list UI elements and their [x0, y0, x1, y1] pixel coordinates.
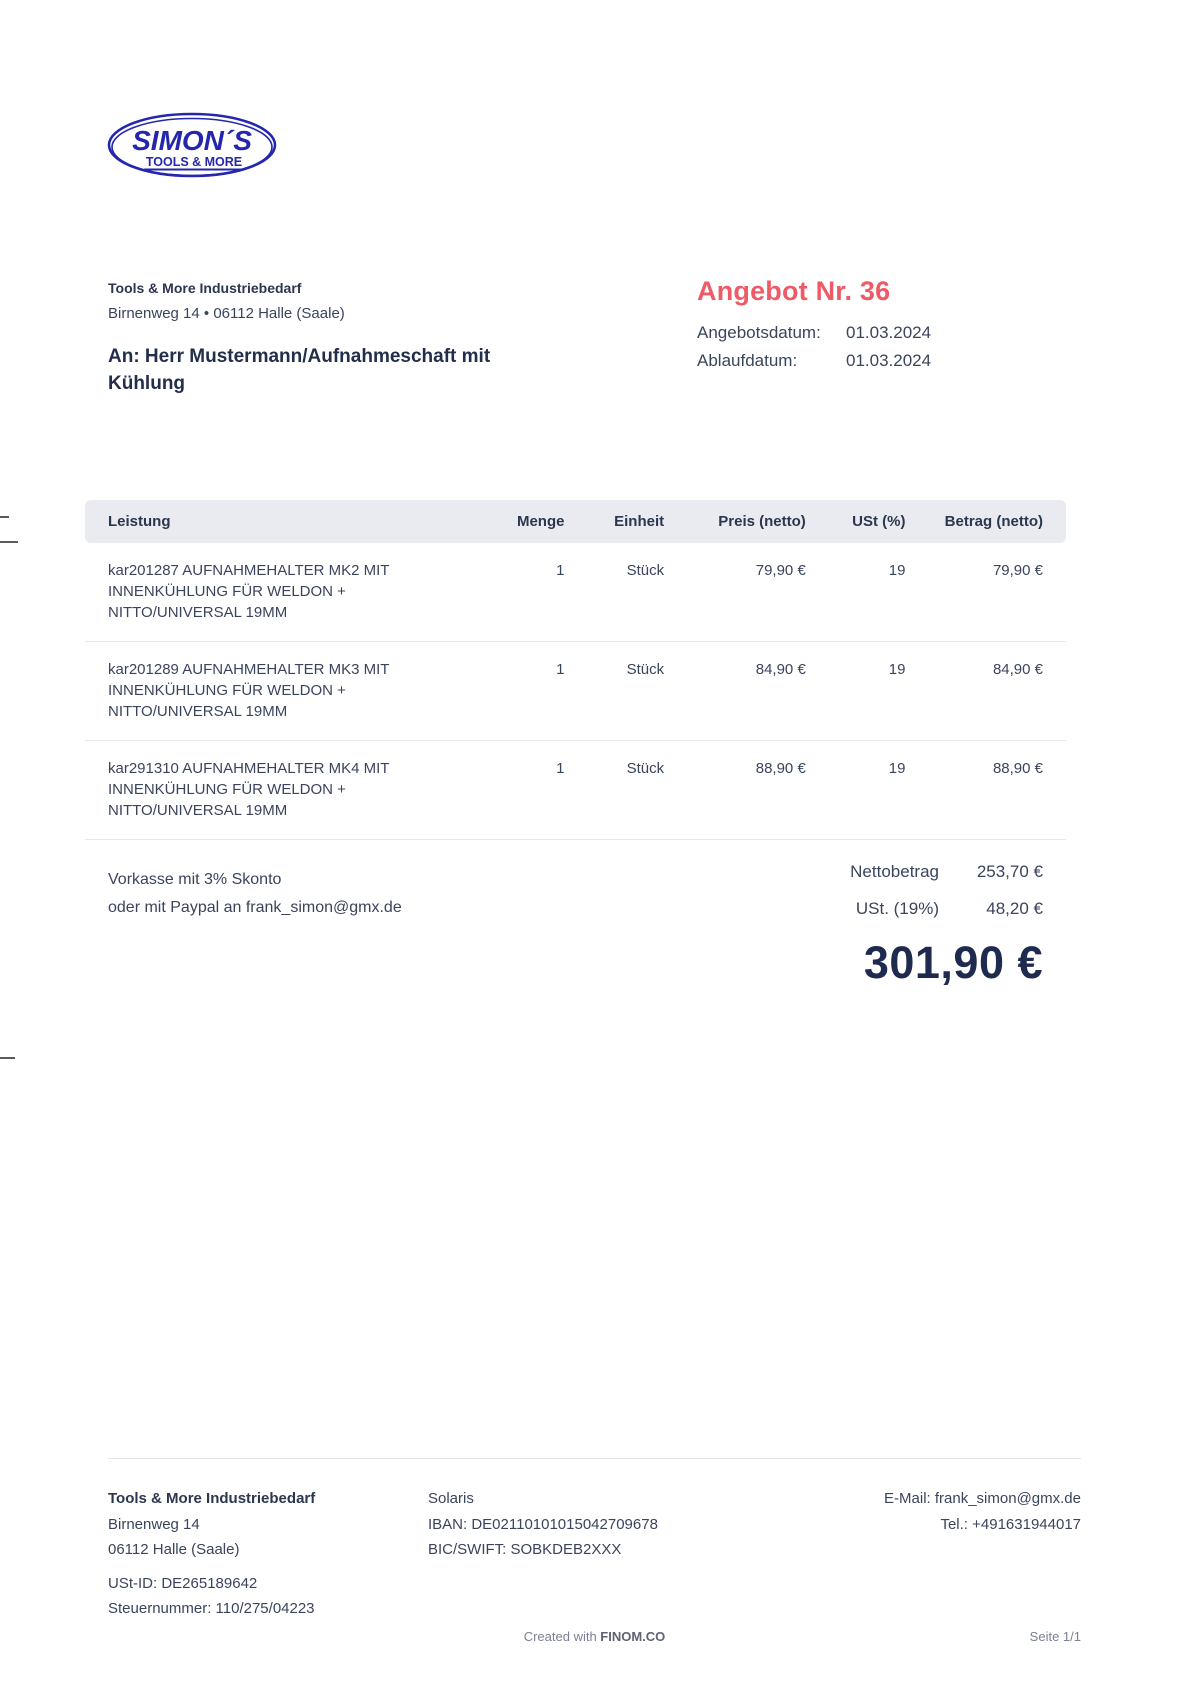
item-description: kar201287 AUFNAHMEHALTER MK2 MIT INNENKÜHLUNG FÜR WELDON + NITTO/UNIVERSAL 19MM	[108, 562, 390, 621]
offer-expiry-row	[697, 351, 1087, 371]
cell-leistung	[85, 543, 473, 642]
payment-terms	[108, 862, 402, 989]
cell-preis: 79,90 €	[664, 543, 806, 642]
vat-value: 48,20 €	[986, 899, 1043, 918]
cell-betrag: 79,90 €	[905, 543, 1066, 642]
net-total-row	[850, 862, 1043, 882]
table-header-row	[85, 500, 1066, 543]
col-header-menge: Menge	[473, 500, 564, 543]
fold-mark	[0, 541, 18, 543]
logo-oval-icon	[104, 110, 280, 182]
offer-date-row	[697, 323, 1087, 343]
document-footer	[108, 1458, 1081, 1622]
cell-ust: 19	[806, 741, 906, 840]
footer-company-name: Tools & More Industriebedarf	[108, 1490, 316, 1507]
offer-expiry-label: Ablaufdatum:	[697, 351, 798, 370]
footer-vat-id: USt-ID: DE265189642	[108, 1574, 258, 1592]
cell-ust: 19	[806, 543, 906, 642]
net-total-label: Nettobetrag	[850, 862, 939, 881]
footer-company-street: Birnenweg 14	[108, 1515, 200, 1533]
table-row	[85, 741, 1066, 840]
cell-betrag: 84,90 €	[905, 642, 1066, 741]
offer-date-value: 01.03.2024	[846, 323, 932, 342]
offer-title: Angebot Nr. 36	[697, 276, 891, 306]
footer-bank-column	[428, 1486, 824, 1622]
cell-einheit: Stück	[564, 543, 664, 642]
page-bottom-line	[108, 1629, 1081, 1644]
cell-betrag: 88,90 €	[905, 741, 1066, 840]
net-total-value: 253,70 €	[976, 862, 1043, 881]
table-row	[85, 543, 1066, 642]
totals-block	[850, 862, 1043, 989]
summary-section	[108, 862, 1043, 989]
footer-iban: IBAN: DE02110101015042709678	[428, 1515, 658, 1533]
page-number: Seite 1/1	[1029, 1629, 1081, 1644]
logo-subtitle: TOOLS & MORE	[145, 155, 243, 169]
created-with-note	[108, 1629, 1081, 1644]
payment-line-2: oder mit Paypal an frank_simon@gmx.de	[108, 899, 402, 916]
cell-preis: 84,90 €	[664, 642, 806, 741]
footer-bank-name: Solaris	[428, 1490, 474, 1507]
sender-company: Tools & More Industriebedarf	[108, 280, 302, 296]
logo-text: SIMON´S	[132, 125, 252, 156]
table-row	[85, 642, 1066, 741]
footer-phone: Tel.: +491631944017	[940, 1515, 1081, 1533]
line-items-table	[85, 500, 1066, 840]
cell-einheit: Stück	[564, 741, 664, 840]
offer-block	[697, 276, 1087, 379]
cell-leistung	[85, 642, 473, 741]
footer-contact-column	[824, 1486, 1081, 1622]
col-header-leistung: Leistung	[85, 500, 473, 543]
payment-line-1: Vorkasse mit 3% Skonto	[108, 871, 282, 888]
cell-einheit: Stück	[564, 642, 664, 741]
footer-company-city: 06112 Halle (Saale)	[108, 1541, 240, 1558]
fold-mark	[0, 516, 9, 518]
letter-head	[108, 280, 538, 397]
vat-row	[850, 899, 1043, 919]
footer-email: E-Mail: frank_simon@gmx.de	[884, 1490, 1081, 1507]
offer-date-label: Angebotsdatum:	[697, 323, 821, 342]
footer-tax-number: Steuernummer: 110/275/04223	[108, 1600, 315, 1617]
item-description: kar291310 AUFNAHMEHALTER MK4 MIT INNENKÜHLUNG FÜR WELDON + NITTO/UNIVERSAL 19MM	[108, 760, 390, 819]
created-with-brand: FINOM.CO	[600, 1629, 666, 1644]
cell-preis: 88,90 €	[664, 741, 806, 840]
grand-total-value: 301,90 €	[863, 937, 1043, 988]
vat-label: USt. (19%)	[855, 899, 939, 918]
cell-menge: 1	[473, 543, 564, 642]
col-header-ust: USt (%)	[806, 500, 906, 543]
col-header-einheit: Einheit	[564, 500, 664, 543]
offer-expiry-value: 01.03.2024	[846, 351, 932, 370]
cell-leistung	[85, 741, 473, 840]
company-logo	[104, 110, 280, 182]
footer-bic: BIC/SWIFT: SOBKDEB2XXX	[428, 1541, 622, 1558]
sender-address: Birnenweg 14 • 06112 Halle (Saale)	[108, 305, 345, 322]
cell-ust: 19	[806, 642, 906, 741]
created-with-prefix: Created with	[523, 1629, 601, 1644]
offer-dates	[697, 323, 1087, 371]
cell-menge: 1	[473, 642, 564, 741]
item-description: kar201289 AUFNAHMEHALTER MK3 MIT INNENKÜHLUNG FÜR WELDON + NITTO/UNIVERSAL 19MM	[108, 661, 390, 720]
footer-company-column	[108, 1486, 428, 1622]
cell-menge: 1	[473, 741, 564, 840]
col-header-betrag: Betrag (netto)	[905, 500, 1066, 543]
recipient-line: An: Herr Mustermann/Aufnahmeschaft mit Kühlung	[108, 346, 491, 394]
fold-mark	[0, 1057, 15, 1059]
col-header-preis: Preis (netto)	[664, 500, 806, 543]
